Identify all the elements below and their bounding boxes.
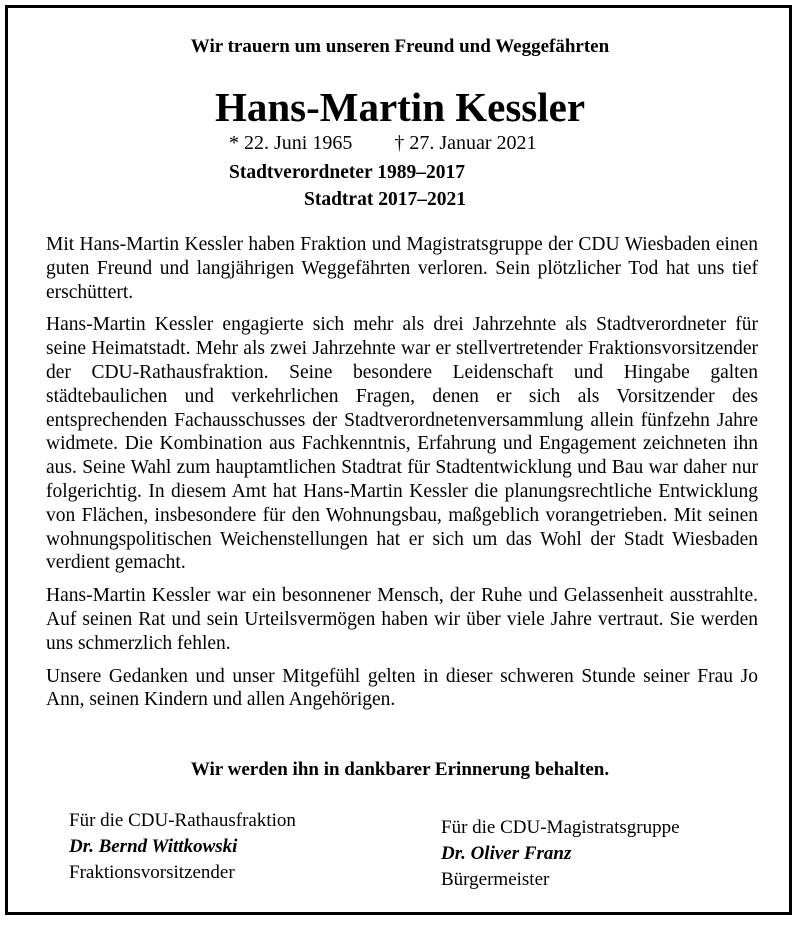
role-city-councillor: Stadtverordneter 1989–2017 (229, 162, 465, 183)
signature-signer: Dr. Oliver Franz (441, 843, 572, 864)
obituary-text (46, 233, 758, 721)
header-line: Wir trauern um unseren Freund und Weggefährten (190, 36, 610, 57)
role-city-council: Stadtrat 2017–2021 (304, 189, 466, 210)
paragraph: Hans-Martin Kessler engagierte sich mehr als drei Jahrzehnte als Stadtverordneter für seine Heimatstadt. Mehr als zwei Jahrzehnte war er stellvertretender Fraktionsvorsitzender der CDU-Rathausfraktion. Seine besondere Leidenschaft und Hingabe galten städtebaulichen und verkehrlichen Fragen, denen er sich als Vorsitzender des entsprechenden Fachausschusses der Stadtverordnetenversammlung allein fünfzehn Jahre widmete. Die Kombination aus Fachkenntnis, Erfahrung und Engagement zeichneten ihn aus. Seine Wahl zum hauptamtlichen Stadtrat für Stadtentwicklung und Bau war daher nur folgerichtig. In diesem Amt hat Hans-Martin Kessler die planungsrechtliche Entwicklung von Flächen, insbesondere für den Wohnungsbau, maßgeblich vorangetrieben. Mit seinen wohnungspolitischen Weichenstellungen hat er sich um das Wohl der Stadt Wiesbaden verdient gemacht. (46, 314, 758, 574)
signature-block-left (69, 808, 296, 886)
paragraph: Hans-Martin Kessler war ein besonnener Mensch, der Ruhe und Gelassenheit ausstrahlte. Auf seinen Rat und sein Urteilsvermögen haben wir über viele Jahre vertraut. Sie werden uns schmerzlich fehlen. (46, 585, 758, 654)
paragraph: Unsere Gedanken und unser Mitgefühl gelten in dieser schweren Stunde seiner Frau Jo Ann, seinen Kindern und allen Angehörigen. (46, 665, 758, 711)
signature-title: Bürgermeister (441, 869, 550, 890)
signature-org: Für die CDU-Magistratsgruppe (441, 817, 680, 838)
paragraph: Mit Hans-Martin Kessler haben Fraktion und Magistratsgruppe der CDU Wiesbaden einen guten Freund und langjährigen Weggefährten verloren. Sein plötzlicher Tod hat uns tief erschüttert. (46, 234, 758, 303)
birth-date: * 22. Juni 1965 (229, 132, 353, 154)
signature-title: Fraktionsvorsitzender (69, 862, 235, 883)
life-dates (229, 131, 537, 155)
deceased-name: Hans-Martin Kessler (214, 84, 586, 130)
signature-org: Für die CDU-Rathausfraktion (69, 810, 296, 831)
death-date: † 27. Januar 2021 (394, 132, 537, 154)
closing-line: Wir werden ihn in dankbarer Erinnerung behalten. (190, 759, 610, 780)
signature-block-right (441, 815, 680, 893)
signature-signer: Dr. Bernd Wittkowski (69, 836, 238, 857)
